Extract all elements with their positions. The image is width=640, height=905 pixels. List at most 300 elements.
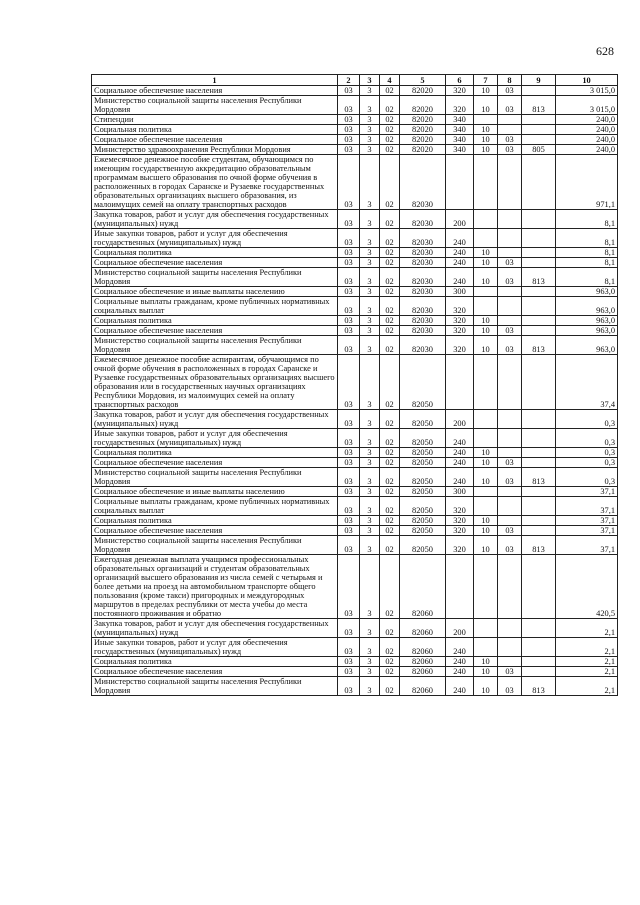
- row-name-cell: Социальная политика: [92, 657, 338, 667]
- code-cell: 03: [338, 229, 360, 248]
- code-cell: [498, 155, 522, 210]
- code-cell: 10: [474, 458, 498, 468]
- code-cell: 3: [360, 135, 380, 145]
- code-cell: 03: [338, 487, 360, 497]
- code-cell: 3: [360, 115, 380, 125]
- code-cell: 10: [474, 657, 498, 667]
- column-header: 6: [446, 75, 474, 86]
- row-name-cell: Иные закупки товаров, работ и услуг для обеспечения государственных (муниципальных) нужд: [92, 229, 338, 248]
- code-cell: [474, 487, 498, 497]
- table-row: [92, 297, 618, 316]
- code-cell: 02: [380, 316, 400, 326]
- amount-cell: 2,1: [556, 638, 618, 657]
- table-row: [92, 125, 618, 135]
- code-cell: 03: [498, 667, 522, 677]
- code-cell: [498, 619, 522, 638]
- code-cell: 03: [338, 468, 360, 487]
- code-cell: 03: [498, 326, 522, 336]
- row-name-cell: Социальные выплаты гражданам, кроме публичных нормативных социальных выплат: [92, 497, 338, 516]
- code-cell: 03: [338, 86, 360, 96]
- amount-cell: 240,0: [556, 135, 618, 145]
- code-cell: 82020: [400, 115, 446, 125]
- code-cell: 3: [360, 516, 380, 526]
- code-cell: 200: [446, 210, 474, 229]
- code-cell: 82030: [400, 248, 446, 258]
- code-cell: [498, 229, 522, 248]
- code-cell: [446, 555, 474, 619]
- code-cell: 82050: [400, 536, 446, 555]
- code-cell: 03: [498, 96, 522, 115]
- code-cell: 82060: [400, 677, 446, 696]
- code-cell: 02: [380, 516, 400, 526]
- amount-cell: 2,1: [556, 667, 618, 677]
- column-header: 9: [522, 75, 556, 86]
- row-name-cell: Социальное обеспечение населения: [92, 135, 338, 145]
- column-header: 4: [380, 75, 400, 86]
- code-cell: 3: [360, 448, 380, 458]
- row-name-cell: Министерство социальной защиты населения Республики Мордовия: [92, 268, 338, 287]
- code-cell: 82020: [400, 125, 446, 135]
- code-cell: 3: [360, 657, 380, 667]
- code-cell: [522, 429, 556, 448]
- row-name-cell: Министерство социальной защиты населения Республики Мордовия: [92, 536, 338, 555]
- code-cell: 02: [380, 287, 400, 297]
- code-cell: 02: [380, 336, 400, 355]
- row-name-cell: Социальное обеспечение населения: [92, 458, 338, 468]
- table-row: [92, 526, 618, 536]
- row-name-cell: Министерство здравоохранения Республики Мордовия: [92, 145, 338, 155]
- code-cell: 02: [380, 448, 400, 458]
- code-cell: 3: [360, 555, 380, 619]
- code-cell: 3: [360, 336, 380, 355]
- code-cell: [522, 326, 556, 336]
- code-cell: [522, 638, 556, 657]
- code-cell: 3: [360, 297, 380, 316]
- code-cell: 03: [338, 448, 360, 458]
- code-cell: 02: [380, 497, 400, 516]
- amount-cell: 0,3: [556, 458, 618, 468]
- code-cell: 3: [360, 258, 380, 268]
- code-cell: 03: [498, 536, 522, 555]
- code-cell: 02: [380, 125, 400, 135]
- row-name-cell: Социальное обеспечение населения: [92, 667, 338, 677]
- code-cell: 240: [446, 229, 474, 248]
- code-cell: 240: [446, 458, 474, 468]
- code-cell: [522, 287, 556, 297]
- code-cell: 813: [522, 468, 556, 487]
- code-cell: [498, 410, 522, 429]
- table-row: [92, 448, 618, 458]
- code-cell: 82030: [400, 316, 446, 326]
- row-name-cell: Социальное обеспечение населения: [92, 326, 338, 336]
- row-name-cell: Социальная политика: [92, 316, 338, 326]
- table-row: [92, 458, 618, 468]
- code-cell: 03: [498, 268, 522, 287]
- row-name-cell: Закупка товаров, работ и услуг для обеспечения государственных (муниципальных) нужд: [92, 619, 338, 638]
- column-header: 3: [360, 75, 380, 86]
- code-cell: 03: [498, 258, 522, 268]
- code-cell: 02: [380, 86, 400, 96]
- column-header: 8: [498, 75, 522, 86]
- code-cell: 10: [474, 145, 498, 155]
- amount-cell: 240,0: [556, 125, 618, 135]
- code-cell: 3: [360, 458, 380, 468]
- code-cell: [522, 86, 556, 96]
- code-cell: 02: [380, 429, 400, 448]
- code-cell: 02: [380, 155, 400, 210]
- code-cell: 02: [380, 667, 400, 677]
- column-header: 10: [556, 75, 618, 86]
- code-cell: [522, 667, 556, 677]
- table-row: [92, 86, 618, 96]
- code-cell: 02: [380, 410, 400, 429]
- code-cell: 82050: [400, 468, 446, 487]
- code-cell: [522, 487, 556, 497]
- code-cell: 82050: [400, 516, 446, 526]
- code-cell: 03: [498, 145, 522, 155]
- code-cell: 82050: [400, 410, 446, 429]
- code-cell: 3: [360, 638, 380, 657]
- row-name-cell: Министерство социальной защиты населения Республики Мордовия: [92, 677, 338, 696]
- code-cell: 240: [446, 248, 474, 258]
- table-row: [92, 410, 618, 429]
- code-cell: [498, 657, 522, 667]
- code-cell: 3: [360, 468, 380, 487]
- amount-cell: 971,1: [556, 155, 618, 210]
- code-cell: 82030: [400, 155, 446, 210]
- amount-cell: 963,0: [556, 326, 618, 336]
- table-row: [92, 657, 618, 667]
- code-cell: 82060: [400, 638, 446, 657]
- code-cell: [446, 155, 474, 210]
- code-cell: 03: [498, 468, 522, 487]
- amount-cell: 963,0: [556, 297, 618, 316]
- code-cell: [474, 638, 498, 657]
- amount-cell: 37,4: [556, 355, 618, 410]
- code-cell: 03: [498, 135, 522, 145]
- code-cell: 3: [360, 536, 380, 555]
- amount-cell: 2,1: [556, 677, 618, 696]
- code-cell: 03: [338, 268, 360, 287]
- page-number: 628: [596, 44, 614, 58]
- code-cell: [522, 316, 556, 326]
- code-cell: 02: [380, 555, 400, 619]
- code-cell: 320: [446, 297, 474, 316]
- code-cell: 320: [446, 336, 474, 355]
- table-row: [92, 487, 618, 497]
- code-cell: 340: [446, 145, 474, 155]
- code-cell: [498, 297, 522, 316]
- code-cell: [522, 410, 556, 429]
- code-cell: 3: [360, 210, 380, 229]
- code-cell: 3: [360, 155, 380, 210]
- code-cell: 320: [446, 86, 474, 96]
- amount-cell: 0,3: [556, 468, 618, 487]
- code-cell: 82050: [400, 487, 446, 497]
- code-cell: [498, 355, 522, 410]
- code-cell: [474, 410, 498, 429]
- table-row: [92, 229, 618, 248]
- code-cell: 813: [522, 536, 556, 555]
- code-cell: 10: [474, 268, 498, 287]
- code-cell: 3: [360, 667, 380, 677]
- amount-cell: 2,1: [556, 657, 618, 667]
- row-name-cell: Социальная политика: [92, 448, 338, 458]
- code-cell: 82030: [400, 268, 446, 287]
- code-cell: [498, 115, 522, 125]
- code-cell: 3: [360, 268, 380, 287]
- code-cell: 03: [338, 536, 360, 555]
- code-cell: 813: [522, 96, 556, 115]
- code-cell: 10: [474, 516, 498, 526]
- code-cell: 03: [338, 336, 360, 355]
- table-row: [92, 667, 618, 677]
- code-cell: 240: [446, 667, 474, 677]
- code-cell: 340: [446, 135, 474, 145]
- code-cell: 03: [338, 145, 360, 155]
- code-cell: 82030: [400, 326, 446, 336]
- code-cell: [498, 516, 522, 526]
- code-cell: 82060: [400, 619, 446, 638]
- row-name-cell: Социальная политика: [92, 125, 338, 135]
- table-row: [92, 258, 618, 268]
- code-cell: 340: [446, 125, 474, 135]
- code-cell: 3: [360, 429, 380, 448]
- code-cell: 82020: [400, 135, 446, 145]
- code-cell: 02: [380, 115, 400, 125]
- code-cell: 82030: [400, 258, 446, 268]
- code-cell: 82020: [400, 145, 446, 155]
- code-cell: 320: [446, 497, 474, 516]
- row-name-cell: Социальная политика: [92, 516, 338, 526]
- code-cell: 10: [474, 316, 498, 326]
- code-cell: [498, 429, 522, 448]
- table-row: [92, 619, 618, 638]
- code-cell: [522, 497, 556, 516]
- code-cell: [498, 448, 522, 458]
- code-cell: [474, 287, 498, 297]
- column-header: 5: [400, 75, 446, 86]
- code-cell: 02: [380, 229, 400, 248]
- code-cell: 82050: [400, 355, 446, 410]
- row-name-cell: Ежемесячное денежное пособие аспирантам, обучающимся по очной форме обучения в расположенных в городах Саранске и Рузаевке государственных образовательных организациях высшего образования или в государственных научных организациях Республики Мордовия, из малоимущих семей на оплату транспортных расходов: [92, 355, 338, 410]
- row-name-cell: Иные закупки товаров, работ и услуг для обеспечения государственных (муниципальных) нужд: [92, 638, 338, 657]
- code-cell: 3: [360, 86, 380, 96]
- amount-cell: 37,1: [556, 536, 618, 555]
- code-cell: 240: [446, 657, 474, 667]
- amount-cell: 963,0: [556, 316, 618, 326]
- code-cell: 3: [360, 677, 380, 696]
- table-row: [92, 555, 618, 619]
- code-cell: 3: [360, 487, 380, 497]
- code-cell: [522, 526, 556, 536]
- code-cell: 3: [360, 229, 380, 248]
- code-cell: 03: [498, 677, 522, 696]
- code-cell: 03: [338, 155, 360, 210]
- code-cell: 320: [446, 536, 474, 555]
- table-row: [92, 287, 618, 297]
- code-cell: 82050: [400, 526, 446, 536]
- code-cell: 03: [338, 287, 360, 297]
- code-cell: 02: [380, 536, 400, 555]
- code-cell: 02: [380, 210, 400, 229]
- code-cell: 3: [360, 96, 380, 115]
- code-cell: 3: [360, 619, 380, 638]
- amount-cell: 240,0: [556, 145, 618, 155]
- code-cell: 240: [446, 268, 474, 287]
- code-cell: 02: [380, 526, 400, 536]
- code-cell: 3: [360, 287, 380, 297]
- code-cell: 813: [522, 268, 556, 287]
- code-cell: [522, 258, 556, 268]
- code-cell: [498, 555, 522, 619]
- row-name-cell: Социальное обеспечение населения: [92, 86, 338, 96]
- row-name-cell: Социальное обеспечение и иные выплаты населению: [92, 487, 338, 497]
- amount-cell: 0,3: [556, 429, 618, 448]
- code-cell: 03: [338, 619, 360, 638]
- code-cell: 03: [338, 638, 360, 657]
- table-row: [92, 268, 618, 287]
- code-cell: 02: [380, 355, 400, 410]
- code-cell: [498, 487, 522, 497]
- code-cell: 03: [338, 526, 360, 536]
- amount-cell: 37,1: [556, 487, 618, 497]
- code-cell: 240: [446, 429, 474, 448]
- amount-cell: 8,1: [556, 229, 618, 248]
- row-name-cell: Стипендии: [92, 115, 338, 125]
- amount-cell: 37,1: [556, 516, 618, 526]
- code-cell: 03: [338, 657, 360, 667]
- code-cell: 82050: [400, 458, 446, 468]
- code-cell: 02: [380, 487, 400, 497]
- code-cell: [522, 355, 556, 410]
- code-cell: 320: [446, 516, 474, 526]
- code-cell: 240: [446, 448, 474, 458]
- code-cell: 10: [474, 258, 498, 268]
- code-cell: 03: [338, 258, 360, 268]
- code-cell: 82030: [400, 287, 446, 297]
- row-name-cell: Ежегодная денежная выплата учащимся профессиональных образовательных организаций и студентам образовательных организаций высшего образования из числа семей с четырьмя и более детьми на проезд на автомобильном транспорте общего пользования (кроме такси) пригородных и междугородных маршрутов в пределах республики от места учебы до места постоянного проживания и обратно: [92, 555, 338, 619]
- code-cell: [498, 638, 522, 657]
- code-cell: [474, 497, 498, 516]
- code-cell: [474, 115, 498, 125]
- table-row: [92, 96, 618, 115]
- code-cell: [522, 115, 556, 125]
- code-cell: 03: [338, 516, 360, 526]
- code-cell: [498, 287, 522, 297]
- code-cell: [522, 155, 556, 210]
- row-name-cell: Социальное обеспечение и иные выплаты населению: [92, 287, 338, 297]
- amount-cell: 0,3: [556, 410, 618, 429]
- code-cell: 03: [338, 248, 360, 258]
- code-cell: 82060: [400, 657, 446, 667]
- code-cell: 340: [446, 115, 474, 125]
- code-cell: 813: [522, 336, 556, 355]
- code-cell: [522, 657, 556, 667]
- code-cell: 02: [380, 258, 400, 268]
- row-name-cell: Закупка товаров, работ и услуг для обеспечения государственных (муниципальных) нужд: [92, 410, 338, 429]
- table-row: [92, 155, 618, 210]
- code-cell: 03: [338, 667, 360, 677]
- code-cell: 02: [380, 468, 400, 487]
- code-cell: 03: [338, 210, 360, 229]
- code-cell: 02: [380, 458, 400, 468]
- code-cell: 240: [446, 468, 474, 487]
- table-row: [92, 355, 618, 410]
- code-cell: 03: [338, 355, 360, 410]
- code-cell: 02: [380, 297, 400, 316]
- code-cell: [474, 429, 498, 448]
- code-cell: 3: [360, 355, 380, 410]
- code-cell: 10: [474, 86, 498, 96]
- code-cell: [522, 229, 556, 248]
- column-header: 1: [92, 75, 338, 86]
- code-cell: [522, 619, 556, 638]
- code-cell: 02: [380, 135, 400, 145]
- table-row: [92, 248, 618, 258]
- code-cell: 03: [498, 458, 522, 468]
- row-name-cell: Социальные выплаты гражданам, кроме публичных нормативных социальных выплат: [92, 297, 338, 316]
- code-cell: [474, 555, 498, 619]
- code-cell: 03: [338, 135, 360, 145]
- row-name-cell: Социальная политика: [92, 248, 338, 258]
- amount-cell: 0,3: [556, 448, 618, 458]
- amount-cell: 963,0: [556, 287, 618, 297]
- code-cell: 320: [446, 96, 474, 115]
- code-cell: [474, 210, 498, 229]
- code-cell: 03: [338, 410, 360, 429]
- code-cell: 320: [446, 326, 474, 336]
- code-cell: 02: [380, 96, 400, 115]
- code-cell: 200: [446, 410, 474, 429]
- code-cell: 300: [446, 487, 474, 497]
- code-cell: [522, 458, 556, 468]
- row-name-cell: Закупка товаров, работ и услуг для обеспечения государственных (муниципальных) нужд: [92, 210, 338, 229]
- code-cell: [474, 155, 498, 210]
- table-row: [92, 536, 618, 555]
- code-cell: 02: [380, 268, 400, 287]
- code-cell: 82050: [400, 497, 446, 516]
- code-cell: [522, 135, 556, 145]
- code-cell: 82020: [400, 86, 446, 96]
- code-cell: 10: [474, 326, 498, 336]
- amount-cell: 3 015,0: [556, 96, 618, 115]
- code-cell: 03: [338, 429, 360, 448]
- code-cell: 82030: [400, 210, 446, 229]
- row-name-cell: Министерство социальной защиты населения Республики Мордовия: [92, 468, 338, 487]
- code-cell: 10: [474, 248, 498, 258]
- code-cell: 03: [338, 297, 360, 316]
- code-cell: 03: [498, 336, 522, 355]
- code-cell: 240: [446, 638, 474, 657]
- code-cell: 3: [360, 410, 380, 429]
- code-cell: 3: [360, 326, 380, 336]
- row-name-cell: Министерство социальной защиты населения Республики Мордовия: [92, 336, 338, 355]
- code-cell: 02: [380, 326, 400, 336]
- code-cell: 02: [380, 638, 400, 657]
- code-cell: 3: [360, 497, 380, 516]
- code-cell: 10: [474, 336, 498, 355]
- code-cell: [522, 210, 556, 229]
- code-cell: [498, 316, 522, 326]
- code-cell: 82060: [400, 667, 446, 677]
- code-cell: 03: [338, 316, 360, 326]
- code-cell: [522, 297, 556, 316]
- code-cell: 3: [360, 125, 380, 135]
- code-cell: 82030: [400, 229, 446, 248]
- code-cell: 10: [474, 677, 498, 696]
- table-row: [92, 326, 618, 336]
